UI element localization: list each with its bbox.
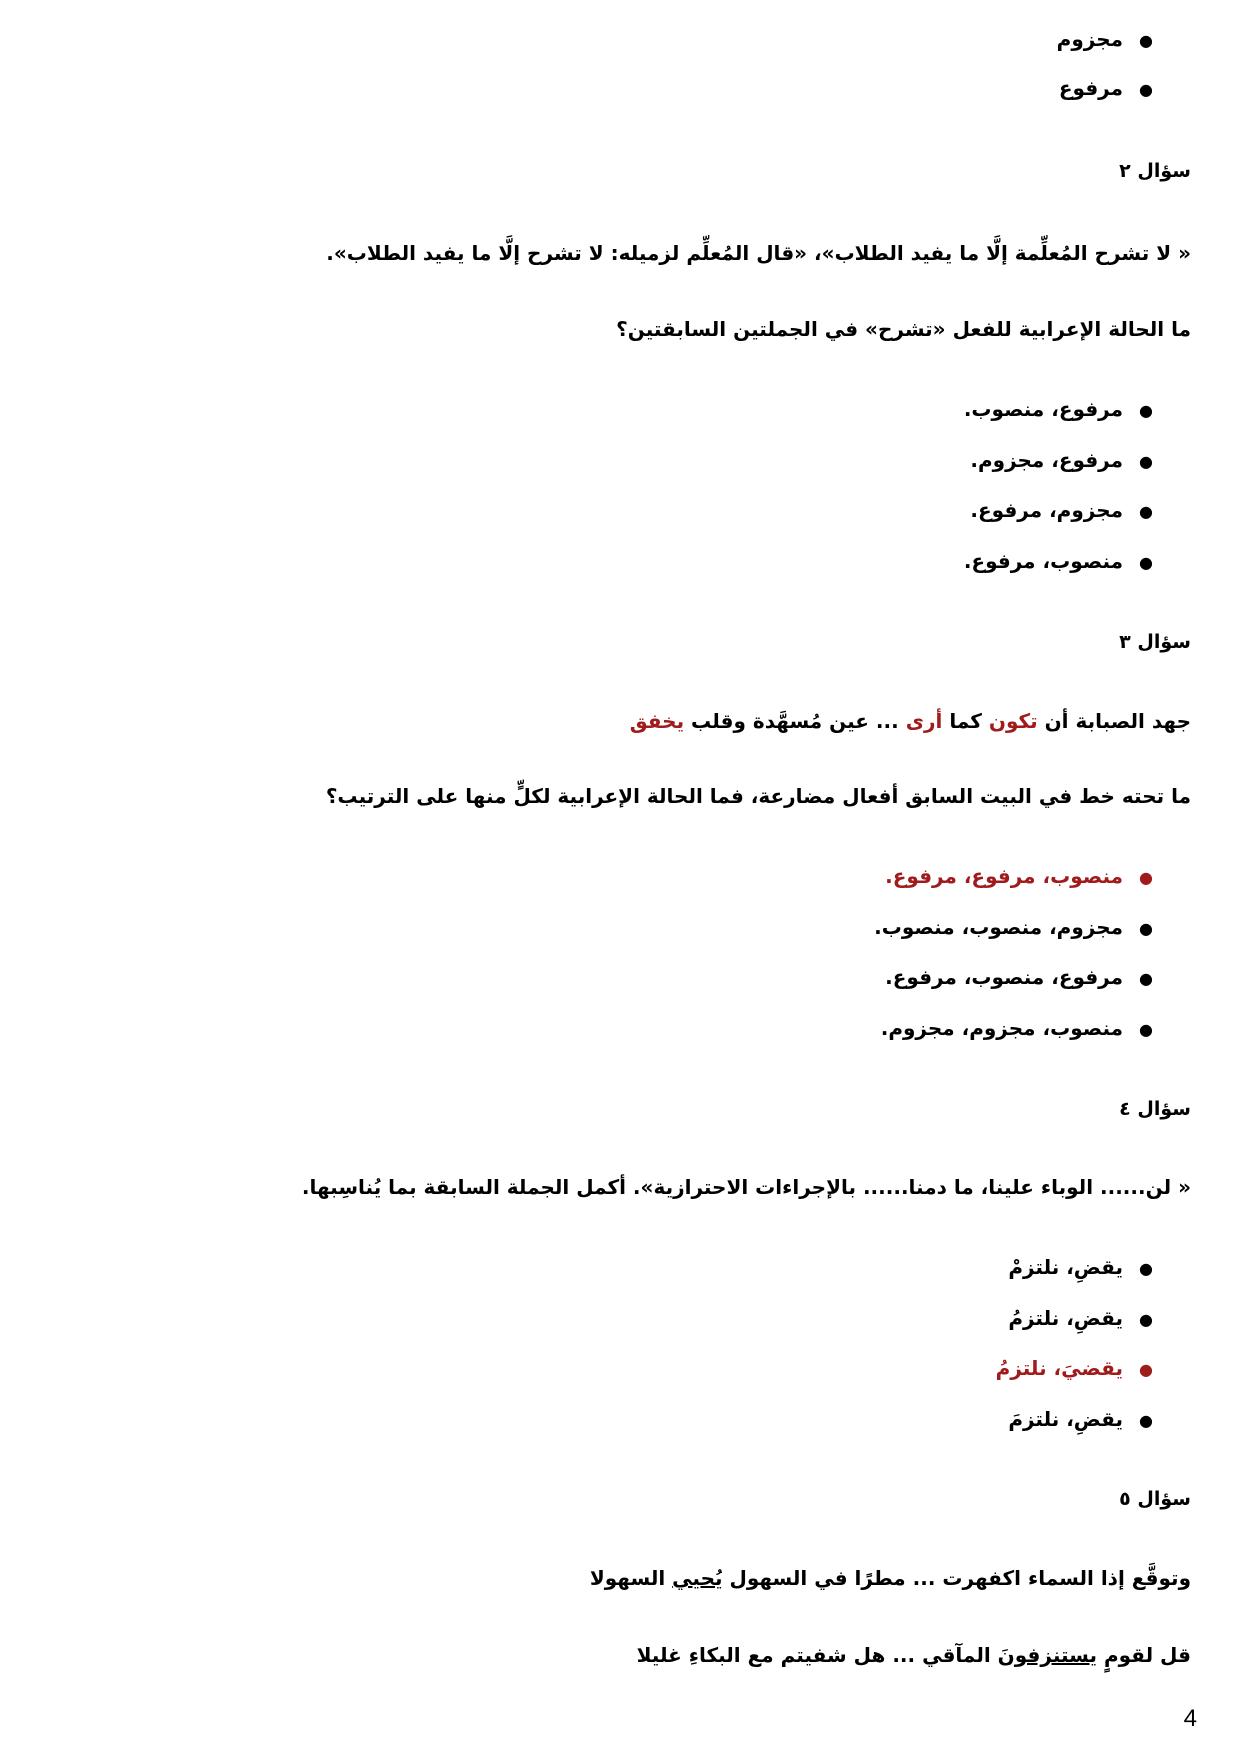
q2-option-3[interactable]: ●مجزوم، مرفوع. [200,495,1153,527]
q2-passage: « لا تشرح المُعلِّمة إلَّا ما يفيد الطلاب»، «قال المُعلِّم لزميله: لا تشرح إلَّا ما يفيد الطلاب». [326,241,1191,265]
bullet-icon: ● [1139,1019,1153,1039]
q4-passage: « لن...... الوباء علينا، ما دمنا...... بالإجراءات الاحترازية». أكمل الجملة السابقة بما يُناسِبها. [301,1175,1191,1199]
bullet-icon: ● [1139,968,1153,988]
q5-verse-2: قل لقومٍ يستنزفونَ المآقي ... هل شفيتم مع البكاءِ غليلا [636,1643,1191,1667]
bullet-icon: ● [1139,1258,1153,1278]
bullet-icon: ● [1139,400,1153,420]
q4-title: سؤال ٤ [1119,1098,1191,1120]
q3-option-2[interactable]: ●مجزوم، منصوب، منصوب. [200,912,1153,944]
bullet-icon: ● [1139,79,1153,99]
bullet-icon: ● [1139,1410,1153,1430]
q2-question: ما الحالة الإعرابية للفعل «تشرح» في الجملتين السابقتين؟ [616,317,1191,341]
bullet-icon: ● [1139,867,1153,887]
underlined-verb-yuhyi: يُحيي [672,1566,723,1590]
verb-ara: أرى [905,709,943,733]
bullet-icon: ● [1139,1359,1153,1379]
q1-option-1[interactable]: ●مجزوم [200,24,1153,56]
q2-option-2[interactable]: ●مرفوع، مجزوم. [200,445,1153,477]
q2-option-1[interactable]: ●مرفوع، منصوب. [200,394,1153,426]
bullet-icon: ● [1139,451,1153,471]
q3-verse: جهد الصبابة أن تكون كما أرى ... عين مُسهَّدة وقلب يخفق [629,709,1191,733]
q5-verse-1: وتوقَّع إذا السماء اكفهرت ... مطرًا في السهول يُحيي السهولا [589,1566,1191,1590]
q3-title: سؤال ٣ [1119,631,1191,653]
bullet-icon: ● [1139,1309,1153,1329]
q4-option-2[interactable]: ●يقضِ، نلتزمُ [200,1303,1153,1335]
q3-option-3[interactable]: ●مرفوع، منصوب، مرفوع. [200,962,1153,994]
q4-option-3[interactable]: ●يقضيَ، نلتزمُ [200,1353,1153,1385]
bullet-icon: ● [1139,552,1153,572]
q4-option-4[interactable]: ●يقضِ، نلتزمَ [200,1404,1153,1436]
q3-option-4[interactable]: ●منصوب، مجزوم، مجزوم. [200,1013,1153,1045]
q3-option-1[interactable]: ●منصوب، مرفوع، مرفوع. [200,861,1153,893]
verb-yakhfiq: يخفق [629,709,685,733]
q2-option-4[interactable]: ●منصوب، مرفوع. [200,546,1153,578]
q4-option-1[interactable]: ●يقضِ، نلتزمْ [200,1252,1153,1284]
page-number: 4 [1183,1705,1197,1732]
bullet-icon: ● [1139,30,1153,50]
q1-option-2[interactable]: ●مرفوع [200,73,1153,105]
verb-takun: تكون [988,709,1038,733]
q5-title: سؤال ٥ [1119,1488,1191,1510]
q2-title: سؤال ٢ [1119,160,1191,182]
bullet-icon: ● [1139,918,1153,938]
bullet-icon: ● [1139,501,1153,521]
underlined-verb-yastanzifun: يستنزفونَ [997,1643,1098,1667]
q3-question: ما تحته خط في البيت السابق أفعال مضارعة، فما الحالة الإعرابية لكلٍّ منها على الترتيب؟ [325,784,1191,808]
